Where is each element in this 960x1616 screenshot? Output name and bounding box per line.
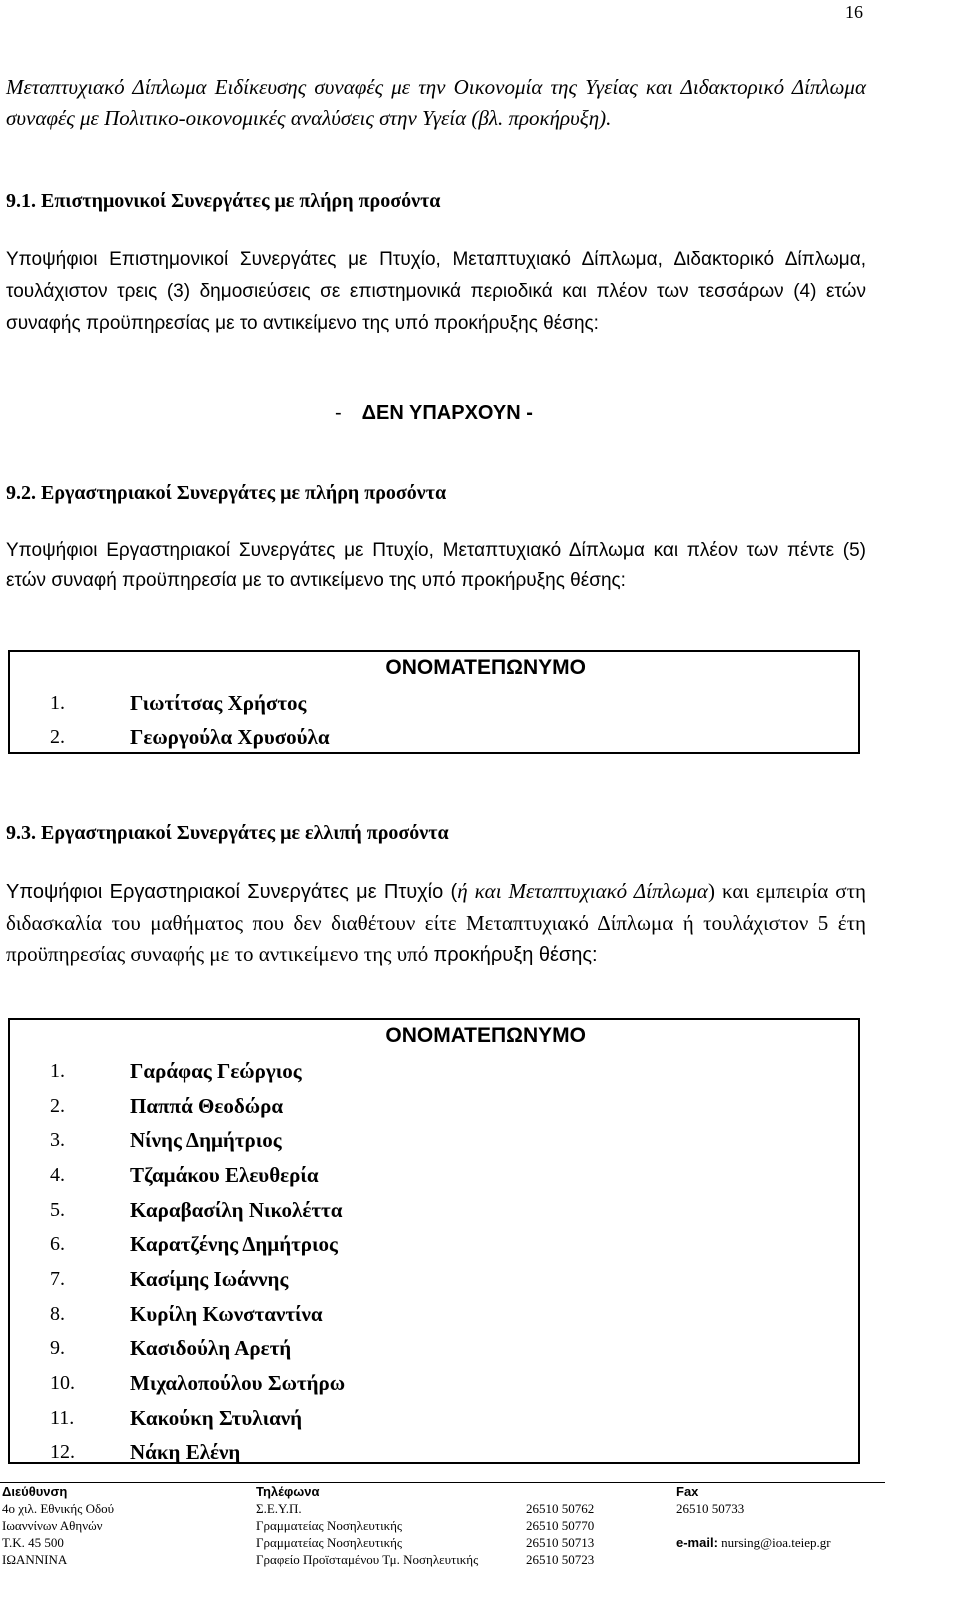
table-row — [10, 1089, 858, 1124]
table-row — [10, 1332, 858, 1367]
section-9-2-text: Υποψήφιοι Εργαστηριακοί Συνεργάτες με Πτυχίο, Μεταπτυχιακό Δίπλωμα και πλέον των πέντε (5) ετών συναφή προϋπηρεσία με το αντικείμενο της υπό προκήρυξης θέσης: — [6, 540, 866, 591]
section-9-3-text — [6, 876, 866, 971]
table-row — [10, 1297, 858, 1332]
table-row — [10, 1193, 858, 1228]
footer-phones-heading: Τηλέφωνα — [256, 1484, 320, 1499]
section-9-1-text: Υποψήφιοι Επιστημονικοί Συνεργάτες με Πτυχίο, Μεταπτυχιακό Δίπλωμα, Διδακτορικό Δίπλωμα, τουλάχιστον τρεις (3) δημοσιεύσεις σε επιστημονικά περιοδικά και πλέον των τεσσάρων (4) ετών συναφής προϋπηρεσίας με το αντικείμενο της υπό προκήρυξης θέσης: — [6, 249, 866, 334]
section-9-3-heading: 9.3. Εργαστηριακοί Συνεργάτες με ελλιπή προσόντα — [6, 822, 449, 844]
row-number: 2. — [50, 1094, 65, 1117]
footer-phone-number: 26510 50723 — [526, 1552, 595, 1567]
partial-qualifications-table — [8, 1018, 860, 1464]
table-row — [10, 1436, 858, 1471]
footer-fax-number: 26510 50733 — [676, 1501, 745, 1516]
footer-address-line: Τ.Κ. 45 500 — [2, 1535, 64, 1550]
row-name: Καραβασίλη Νικολέττα — [130, 1197, 343, 1222]
full-qualifications-table — [8, 650, 860, 754]
table-row — [10, 720, 858, 754]
footer-address-line: Ιωαννίνων Αθηνών — [2, 1518, 103, 1533]
footer-address-line: ΙΩΑΝΝΙΝΑ — [2, 1552, 68, 1567]
footer-phone-label: Σ.Ε.Υ.Π. — [256, 1501, 302, 1516]
row-number: 11. — [50, 1406, 75, 1429]
row-name: Γιωτίτσας Χρήστος — [130, 690, 307, 715]
notice-none — [335, 402, 533, 425]
row-number: 2. — [50, 725, 65, 748]
footer-address-heading: Διεύθυνση — [2, 1484, 68, 1499]
row-name: Γεωργούλα Χρυσούλα — [130, 724, 330, 749]
row-name: Νίνης Δημήτριος — [130, 1128, 282, 1153]
row-number: 10. — [50, 1372, 75, 1395]
row-number: 9. — [50, 1337, 65, 1360]
table-row — [10, 1158, 858, 1193]
footer-email-label: e-mail: — [676, 1535, 718, 1550]
row-name: Καρατζένης Δημήτριος — [130, 1232, 338, 1257]
section-9-3-text-part-a: Υποψήφιοι Εργαστηριακοί Συνεργάτες με Πτυχίο ( — [6, 881, 458, 903]
footer-phone-label: Γραμματείας Νοσηλευτικής — [256, 1535, 403, 1550]
page-number: 16 — [845, 2, 863, 22]
row-name: Γαράφας Γεώργιος — [130, 1058, 302, 1083]
footer-email: nursing@ioa.teiep.gr — [721, 1535, 831, 1550]
footer-phone-label: Γραφείο Προϊσταμένου Τμ. Νοσηλευτικής — [256, 1552, 479, 1567]
row-name: Κασίμης Ιωάννης — [130, 1266, 289, 1291]
section-9-3-text-italic: ή και Μεταπτυχιακό Δίπλωμα — [457, 879, 708, 903]
footer-address — [2, 1483, 114, 1568]
table-row — [10, 1401, 858, 1436]
section-9-3-text-part-c: προκήρυξη θέσης: — [433, 944, 598, 966]
row-number: 1. — [50, 1059, 65, 1082]
intro-text: Μεταπτυχιακό Δίπλωμα Ειδίκευσης συναφές με την Οικονομία της Υγείας και Διδακτορικό Δίπλωμα συναφές με Πολιτικο-οικονομικές αναλύσεις στην Υγεία (βλ. προκήρυξη). — [6, 75, 866, 130]
row-number: 12. — [50, 1441, 75, 1464]
footer-phone-label: Γραμματείας Νοσηλευτικής — [256, 1518, 403, 1533]
footer-phone-number: 26510 50762 — [526, 1501, 595, 1516]
row-name: Τζαμάκου Ελευθερία — [130, 1162, 319, 1187]
footer-fax-heading: Fax — [676, 1484, 699, 1499]
row-number: 4. — [50, 1163, 65, 1186]
section-9-1-heading: 9.1. Επιστημονικοί Συνεργάτες με πλήρη προσόντα — [6, 190, 441, 212]
row-name: Κυρίλη Κωνσταντίνα — [130, 1301, 323, 1326]
footer-phone-numbers — [526, 1500, 594, 1568]
table-header-name: ΟΝΟΜΑΤΕΠΩΝΥΜΟ — [385, 656, 586, 679]
table-row — [10, 1054, 858, 1089]
table-row — [10, 1262, 858, 1297]
footer-phone-number: 26510 50770 — [526, 1518, 595, 1533]
row-name: Παππά Θεοδώρα — [130, 1093, 284, 1118]
row-name: Κακούκη Στυλιανή — [130, 1405, 303, 1430]
row-number: 7. — [50, 1267, 65, 1290]
row-number: 8. — [50, 1302, 65, 1325]
row-name: Κασιδούλη Αρετή — [130, 1336, 292, 1361]
row-number: 3. — [50, 1129, 65, 1152]
row-number: 5. — [50, 1198, 65, 1221]
table-row — [10, 1227, 858, 1262]
section-9-2-heading: 9.2. Εργαστηριακοί Συνεργάτες με πλήρη προσόντα — [6, 482, 447, 504]
notice-text: ΔΕΝ ΥΠΑΡΧΟΥΝ - — [361, 402, 533, 424]
footer-phone-labels — [256, 1483, 478, 1568]
table-header-name: ΟΝΟΜΑΤΕΠΩΝΥΜΟ — [385, 1024, 586, 1047]
notice-dash: - — [335, 402, 342, 424]
row-name: Μιχαλοπούλου Σωτήρω — [130, 1371, 346, 1396]
table-row — [10, 1366, 858, 1401]
footer-fax-email — [676, 1483, 831, 1551]
table-row — [10, 1123, 858, 1158]
row-name: Νάκη Ελένη — [130, 1440, 241, 1465]
footer-phone-number: 26510 50713 — [526, 1535, 595, 1550]
table-row — [10, 686, 858, 720]
row-number: 6. — [50, 1233, 65, 1256]
footer-address-line: 4ο χιλ. Εθνικής Οδού — [2, 1501, 115, 1516]
section-9-3-text-part-b: ) και εμπειρία στη διδασκαλία του μαθήματος που δεν διαθέτουν είτε Μεταπτυχιακό Δίπλωμα ή τουλάχιστον 5 έτη προϋπηρεσίας συναφής με το αντικείμενο της υπό — [6, 879, 866, 966]
row-number: 1. — [50, 691, 65, 714]
